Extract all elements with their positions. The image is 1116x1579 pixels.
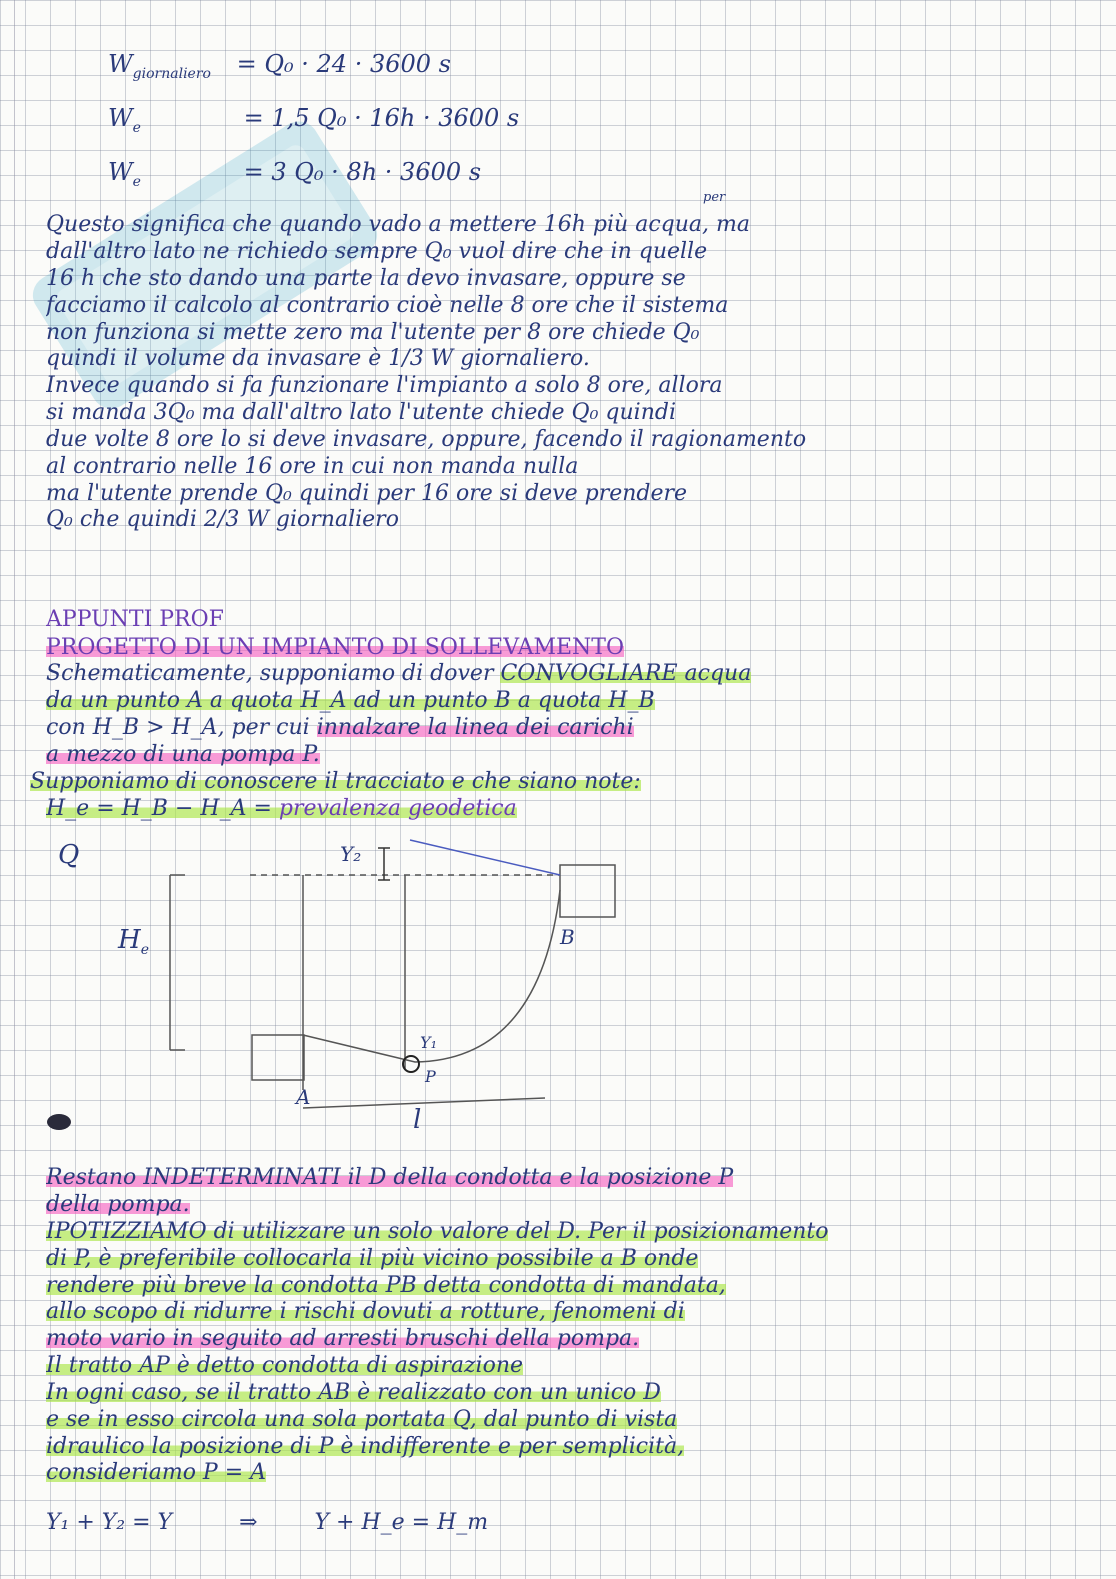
paragraph3-line: consideriamo P = A — [46, 1460, 267, 1485]
paragraph1-line: quindi il volume da invasare è 1/3 W giornaliero. — [46, 346, 590, 371]
page-margin-line — [14, 0, 15, 1579]
formula-we-16h: $W_e = 1,5$ Q₀ · 16h · 3600 s — [108, 104, 520, 136]
paragraph2-line: H_e = H_B − H_A = prevalenza geodetica — [46, 796, 517, 821]
paragraph1-line: facciamo il calcolo al contrario cioè nelle 8 ore che il sistema — [46, 293, 729, 318]
label-p: P — [425, 1067, 436, 1086]
label-l: l — [413, 1105, 422, 1135]
paragraph3-line: moto vario in seguito ad arresti bruschi della pompa. — [46, 1326, 640, 1351]
paragraph3-line: IPOTIZZIAMO di utilizzare un solo valore del D. Per il posizionamento — [46, 1219, 829, 1244]
paragraph2-line: con H_B > H_A, per cui innalzare la linea dei carichi — [46, 715, 634, 740]
paragraph1-line: ma l'utente prende Q₀ quindi per 16 ore si deve prendere — [46, 481, 688, 506]
paragraph1-line: dall'altro lato ne richiedo sempre Q₀ vuol dire che in quelle — [46, 239, 708, 264]
paragraph1-line: non funziona si mette zero ma l'utente per 8 ore chiede Q₀ — [46, 320, 700, 345]
appunti-heading: APPUNTI PROF — [46, 607, 224, 632]
formula-w-giornaliero: $W_{giornaliero} = Q_0 \cdot 24 \cdot 3600$ s — [108, 50, 451, 82]
label-y2: Y₂ — [340, 842, 362, 866]
paragraph3-line: Restano INDETERMINATI il D della condotta e la posizione P — [46, 1165, 734, 1190]
paragraph3-line: In ogni caso, se il tratto AB è realizzato con un unico D — [46, 1380, 661, 1405]
formula-we-8h: $W_e = 3$ Q₀ · 8h · 3600 s — [108, 158, 482, 190]
paragraph2-line: a mezzo di una pompa P. — [46, 742, 320, 767]
paragraph3-line: della pompa. — [46, 1192, 190, 1217]
reservoir-b — [560, 865, 615, 917]
label-b: B — [560, 925, 575, 949]
paragraph1-line: 16 h che sto dando una parte la devo invasare, oppure se — [46, 266, 686, 291]
final-formula: Y₁ + Y₂ = Y ⇒ Y + H_e = H_m — [46, 1510, 489, 1535]
section-title: PROGETTO DI UN IMPIANTO DI SOLLEVAMENTO — [46, 635, 625, 660]
energy-line — [410, 840, 560, 875]
paragraph1-line: Invece quando si fa funzionare l'impianto a solo 8 ore, allora — [46, 373, 723, 398]
label-a: A — [296, 1085, 311, 1109]
length-line — [303, 1098, 545, 1108]
label-y1: Y₁ — [420, 1033, 437, 1052]
paragraph2-line: Schematicamente, supponiamo di dover CONVOGLIARE acqua — [46, 661, 752, 686]
label-he: $H_e$ — [118, 925, 149, 958]
paragraph1-line: al contrario nelle 16 ore in cui non manda nulla — [46, 454, 579, 479]
paragraph1-line: Q₀ che quindi 2/3 W giornaliero — [46, 507, 399, 532]
paragraph1-line: si manda 3Q₀ ma dall'altro lato l'utente chiede Q₀ quindi — [46, 400, 676, 425]
paragraph1-line: Questo significa che quando vado a mettere 16h più acqua, ma — [46, 212, 750, 237]
label-q: Q — [58, 840, 80, 870]
paragraph3-line: allo scopo di ridurre i rischi dovuti a rotture, fenomeni di — [46, 1299, 685, 1324]
paragraph3-line: di P, è preferibile collocarla il più vicino possibile a B onde — [46, 1246, 699, 1271]
paragraph2-line: da un punto A a quota H_A ad un punto B a quota H_B — [46, 688, 655, 713]
paragraph2-line: Supponiamo di conoscere il tracciato e che siano note: — [30, 769, 641, 794]
paragraph3-line: rendere più breve la condotta PB detta condotta di mandata, — [46, 1273, 726, 1298]
pump-diagram — [20, 830, 640, 1140]
reservoir-a — [252, 1035, 304, 1080]
ink-blot-icon — [44, 1112, 74, 1132]
paragraph3-line: Il tratto AP è detto condotta di aspirazione — [46, 1353, 524, 1378]
paragraph3-line: idraulico la posizione di P è indifferente e per semplicità, — [46, 1434, 685, 1459]
note-per: per — [703, 190, 726, 205]
paragraph1-line: due volte 8 ore lo si deve invasare, oppure, facendo il ragionamento — [46, 427, 807, 452]
paragraph3-line: e se in esso circola una sola portata Q, dal punto di vista — [46, 1407, 678, 1432]
